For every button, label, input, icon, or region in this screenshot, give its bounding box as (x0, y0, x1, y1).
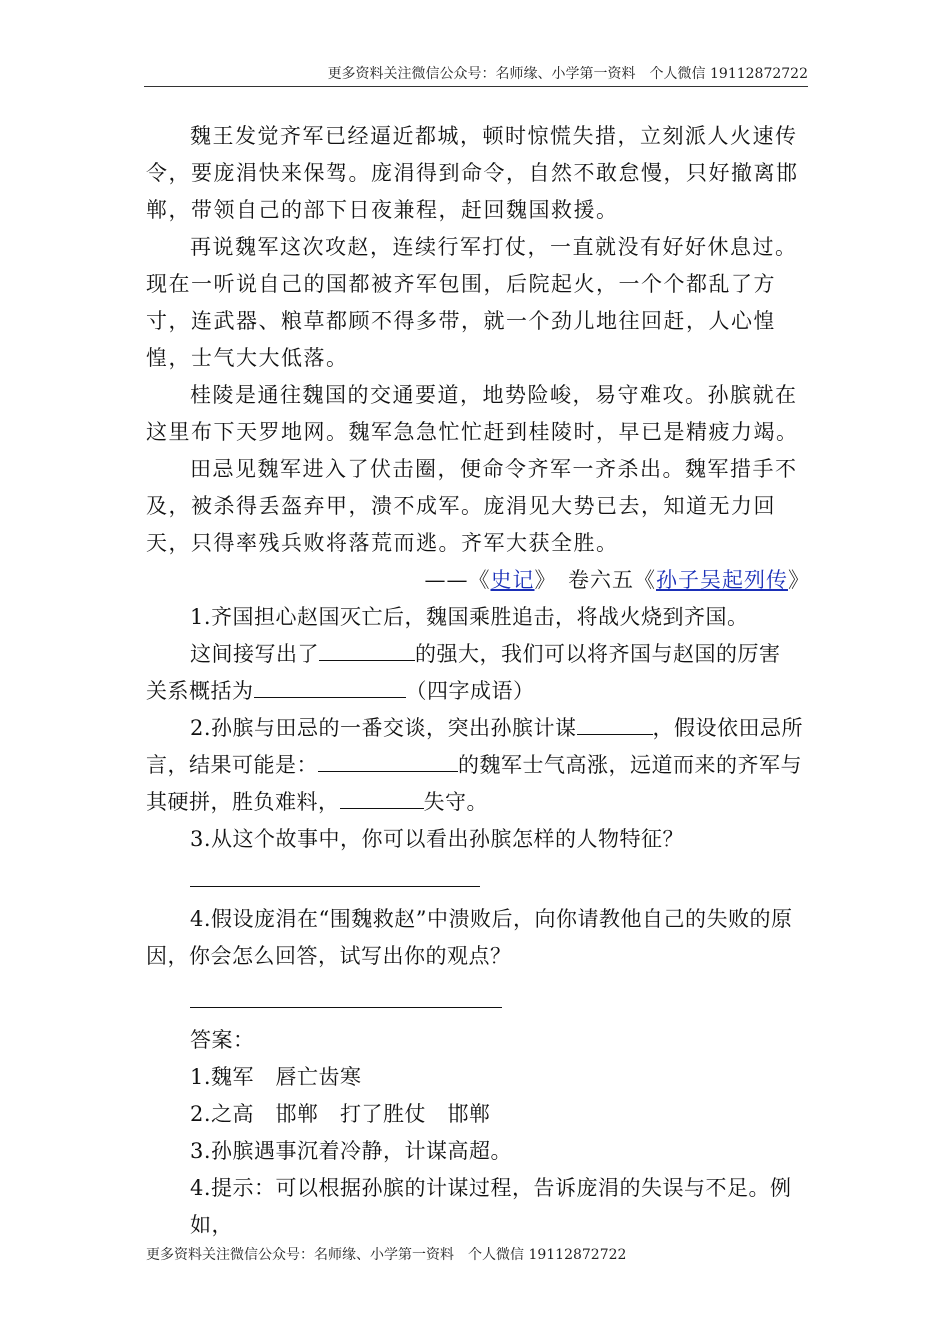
bracket-close: 》 (534, 568, 546, 592)
bracket-open: 《 (634, 568, 656, 592)
question-1: 1.齐国担心赵国灭亡后，魏国乘胜追击，将战火烧到齐国。 (190, 605, 749, 629)
question-text: （四字成语） (405, 679, 535, 703)
document-body (146, 118, 810, 1244)
fill-blank (318, 747, 458, 772)
fill-blank (254, 673, 406, 698)
bracket-close: 》 (788, 568, 810, 592)
page-footer: 更多资料关注微信公众号：名师缘、小学第一资料 个人微信 19112872722 (146, 1247, 627, 1263)
answer-heading: 答案： (190, 1028, 255, 1052)
header-divider (144, 86, 808, 87)
answer-3: 3.孙膑遇事沉着冷静，计谋高超。 (190, 1139, 513, 1163)
question-text: 这间接写出了 (190, 642, 319, 666)
story-paragraph-2: 再说魏军这次攻赵，连续行军打仗，一直就没有好好休息过。现在一听说自己的国都被齐军包围，后院起火，一个个都乱了方寸，连武器、粮草都顾不得多带，就一个劲儿地往回赶，人心惶惶，士气大大低落。 (146, 235, 798, 370)
source-citation (146, 562, 810, 599)
answer-1: 1.魏军 唇亡齿寒 (190, 1065, 362, 1089)
question-text: 的强大，我们可以将齐国与赵国的厉害 (415, 642, 781, 666)
story-paragraph-4: 田忌见魏军进入了伏击圈，便命令齐军一齐杀出。魏军措手不及，被杀得丢盔弃甲，溃不成军。庞涓见大势已去，知道无力回天，只得率残兵败将落荒而逃。齐军大获全胜。 (146, 457, 798, 555)
fill-blank (319, 636, 415, 661)
question-2 (146, 710, 810, 821)
citation-volume: 卷六五 (546, 568, 634, 592)
story-paragraph-1: 魏王发觉齐军已经逼近都城，顿时惊慌失措，立刻派人火速传令，要庞涓快来保驾。庞涓得到命令，自然不敢怠慢，只好撤离邯郸，带领自己的部下日夜兼程，赶回魏国救援。 (146, 124, 799, 222)
question-1-line-2 (146, 636, 810, 673)
question-text: ，假设依田忌所言，结果可能是： (146, 716, 804, 777)
question-1-line-3 (146, 673, 810, 710)
biography-link[interactable]: 孙子吴起列传 (656, 568, 788, 592)
bracket-open: 《 (468, 568, 491, 592)
story-paragraph-3: 桂陵是通往魏国的交通要道，地势险峻，易守难攻。孙膑就在这里布下天罗地网。魏军急急忙忙赶到桂陵时，早已是精疲力竭。 (146, 383, 799, 444)
fill-blank (340, 784, 424, 809)
citation-dash: —— (424, 568, 469, 592)
page-header: 更多资料关注微信公众号：名师缘、小学第一资料 个人微信 19112872722 (327, 66, 808, 82)
question-4: 4.假设庞涓在“围魏救赵”中溃败后，向你请教他自己的失败的原因，你会怎么回答，试写出你的观点？ (146, 907, 793, 968)
question-text: 失守。 (423, 790, 488, 814)
question-3: 3.从这个故事中，你可以看出孙膑怎样的人物特征？ (190, 827, 685, 851)
answer-2: 2.之高 邯郸 打了胜仗 邯郸 (190, 1102, 491, 1126)
question-text: 关系概括为 (146, 679, 254, 703)
question-text: 2.孙膑与田忌的一番交谈，突出孙膑计谋 (190, 716, 577, 740)
question-text: 的魏军士气高涨，远道而来的齐军与其硬拼，胜负难料， (146, 753, 802, 814)
fill-blank (577, 710, 653, 735)
shiji-link[interactable]: 史记 (490, 568, 535, 592)
answer-4: 4.提示：可以根据孙膑的计谋过程，告诉庞涓的失误与不足。例如， (190, 1176, 792, 1237)
